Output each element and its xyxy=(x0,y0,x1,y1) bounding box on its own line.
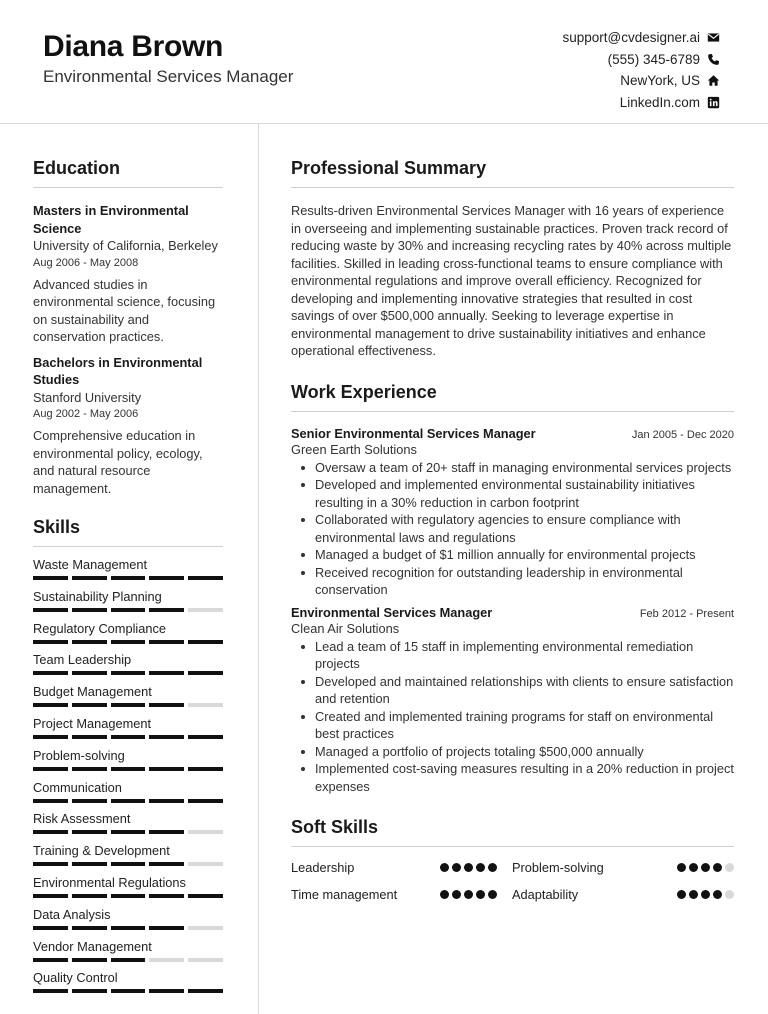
soft-skill-label: Adaptability xyxy=(512,886,579,902)
column-divider xyxy=(258,124,259,1014)
skill-level-segment xyxy=(33,735,68,739)
skill-level-segment xyxy=(111,671,146,675)
skill-item xyxy=(33,810,223,842)
skill-level-segment xyxy=(188,703,223,707)
envelope-icon xyxy=(707,31,720,44)
skill-level-segment xyxy=(33,671,68,675)
skill-level-bar xyxy=(33,894,223,898)
education-dates: Aug 2002 - May 2006 xyxy=(33,408,139,420)
skill-level-segment xyxy=(111,703,146,707)
skill-level-segment xyxy=(188,989,223,993)
rating-dot xyxy=(452,863,461,872)
skill-level-bar xyxy=(33,608,223,612)
contact-location-text: NewYork, US xyxy=(620,73,700,89)
left-column xyxy=(33,124,223,1001)
skill-level-segment xyxy=(188,894,223,898)
skill-item xyxy=(33,938,223,970)
skill-level-segment xyxy=(111,640,146,644)
skill-level-bar xyxy=(33,640,223,644)
skill-level-segment xyxy=(188,862,223,866)
skill-level-segment xyxy=(149,862,184,866)
contact-list xyxy=(562,27,720,113)
skill-level-segment xyxy=(72,576,107,580)
skill-level-segment xyxy=(111,894,146,898)
job-entry xyxy=(291,426,734,599)
skill-level-segment xyxy=(149,958,184,962)
job-bullet: Implemented cost-saving measures resulting in a 20% reduction in project expenses xyxy=(291,760,734,795)
soft-skill-label: Problem-solving xyxy=(512,859,604,875)
skill-level-segment xyxy=(111,576,146,580)
skill-level-segment xyxy=(188,830,223,834)
education-degree: Masters in Environmental Science xyxy=(33,203,189,236)
skill-level-segment xyxy=(111,989,146,993)
skill-label: Sustainability Planning xyxy=(33,588,162,604)
skill-level-segment xyxy=(72,862,107,866)
job-bullet: Developed and maintained relationships with clients to ensure satisfaction and retention xyxy=(291,673,734,708)
rating-dot xyxy=(689,863,698,872)
skill-item xyxy=(33,715,223,747)
rating-dot xyxy=(725,890,734,899)
skill-level-segment xyxy=(111,767,146,771)
skill-level-segment xyxy=(72,830,107,834)
skill-item xyxy=(33,906,223,938)
soft-skill-item xyxy=(291,885,512,903)
skill-level-segment xyxy=(188,958,223,962)
skill-level-segment xyxy=(149,926,184,930)
education-description: Advanced studies in environmental science, focusing on sustainability and conservation practices. xyxy=(33,276,216,344)
job-title: Environmental Services Manager xyxy=(291,604,493,620)
skill-level-segment xyxy=(149,767,184,771)
skill-level-segment xyxy=(72,958,107,962)
skill-level-bar xyxy=(33,830,223,834)
skill-level-bar xyxy=(33,767,223,771)
summary-heading: Professional Summary xyxy=(291,158,734,188)
skill-level-segment xyxy=(33,894,68,898)
phone-icon xyxy=(707,53,720,66)
skill-level-segment xyxy=(188,640,223,644)
skill-level-segment xyxy=(111,926,146,930)
skill-level-segment xyxy=(72,671,107,675)
contact-phone-text: (555) 345-6789 xyxy=(607,51,700,67)
education-degree: Bachelors in Environmental Studies xyxy=(33,354,203,387)
soft-skill-rating xyxy=(440,890,497,899)
skill-level-segment xyxy=(33,576,68,580)
skill-level-segment xyxy=(149,671,184,675)
skill-level-bar xyxy=(33,958,223,962)
education-item xyxy=(33,354,223,498)
job-bullet: Created and implemented training programs for staff on environmental best practices xyxy=(291,708,734,743)
rating-dot xyxy=(488,890,497,899)
skill-level-segment xyxy=(188,608,223,612)
soft-skills-list xyxy=(291,858,734,903)
skill-level-segment xyxy=(33,608,68,612)
skill-level-bar xyxy=(33,989,223,993)
job-bullet: Managed a budget of $1 million annually for environmental projects xyxy=(291,546,734,564)
skill-level-segment xyxy=(33,926,68,930)
job-bullet: Lead a team of 15 staff in implementing environmental remediation projects xyxy=(291,638,734,673)
skill-level-segment xyxy=(72,894,107,898)
skill-level-segment xyxy=(33,862,68,866)
skill-level-segment xyxy=(149,989,184,993)
education-dates: Aug 2006 - May 2008 xyxy=(33,256,139,269)
rating-dot xyxy=(677,890,686,899)
skills-heading: Skills xyxy=(33,517,223,547)
job-bullets xyxy=(291,638,734,796)
skill-level-segment xyxy=(149,703,184,707)
education-school: Stanford University xyxy=(33,389,142,405)
soft-skill-label: Time management xyxy=(291,886,398,902)
skill-level-segment xyxy=(149,799,184,803)
candidate-title: Environmental Services Manager xyxy=(43,67,294,86)
skill-label: Problem-solving xyxy=(33,747,125,763)
job-dates: Feb 2012 - Present xyxy=(639,607,734,620)
rating-dot xyxy=(677,863,686,872)
skill-level-segment xyxy=(72,735,107,739)
soft-skills-heading: Soft Skills xyxy=(291,817,734,847)
rating-dot xyxy=(452,890,461,899)
job-bullets xyxy=(291,459,734,599)
contact-linkedin-text: LinkedIn.com xyxy=(619,94,700,110)
job-company: Clean Air Solutions xyxy=(291,620,400,636)
skill-label: Training & Development xyxy=(33,843,170,859)
home-icon xyxy=(707,74,720,87)
skill-level-bar xyxy=(33,576,223,580)
rating-dot xyxy=(476,863,485,872)
skill-level-segment xyxy=(33,958,68,962)
skill-item xyxy=(33,683,223,715)
skill-level-segment xyxy=(33,640,68,644)
skill-level-segment xyxy=(149,608,184,612)
contact-location xyxy=(562,70,720,92)
linkedin-icon xyxy=(707,96,720,109)
skill-level-segment xyxy=(188,671,223,675)
skill-level-segment xyxy=(111,862,146,866)
skill-level-segment xyxy=(72,767,107,771)
skill-level-segment xyxy=(149,576,184,580)
skill-label: Waste Management xyxy=(33,557,148,572)
rating-dot xyxy=(464,863,473,872)
skill-item xyxy=(33,588,223,620)
soft-skill-rating xyxy=(677,890,734,899)
soft-skill-item xyxy=(291,858,512,876)
rating-dot xyxy=(701,890,710,899)
skills-list xyxy=(33,556,223,1001)
skill-item xyxy=(33,779,223,811)
skill-level-segment xyxy=(33,767,68,771)
skill-level-bar xyxy=(33,862,223,866)
job-bullet: Managed a portfolio of projects totaling $500,000 annually xyxy=(291,743,734,761)
skill-level-segment xyxy=(33,830,68,834)
contact-linkedin[interactable] xyxy=(562,92,720,114)
skill-item xyxy=(33,620,223,652)
soft-skill-rating xyxy=(440,863,497,872)
rating-dot xyxy=(440,890,449,899)
contact-email-text: support@cvdesigner.ai xyxy=(562,30,700,46)
skill-level-segment xyxy=(33,703,68,707)
job-bullet: Oversaw a team of 20+ staff in managing environmental services projects xyxy=(291,459,734,477)
skill-label: Data Analysis xyxy=(33,906,111,922)
job-title: Senior Environmental Services Manager xyxy=(291,425,536,441)
job-bullet: Developed and implemented environmental sustainability initiatives resulting in a 30% reduction in carbon footprint xyxy=(291,476,734,511)
skill-label: Budget Management xyxy=(33,684,152,700)
education-item xyxy=(33,202,223,346)
experience-heading: Work Experience xyxy=(291,382,734,412)
skill-level-segment xyxy=(149,830,184,834)
skill-level-segment xyxy=(149,735,184,739)
job-dates: Jan 2005 - Dec 2020 xyxy=(631,428,734,441)
skill-level-segment xyxy=(72,640,107,644)
skill-level-segment xyxy=(33,799,68,803)
skill-label: Environmental Regulations xyxy=(33,874,186,890)
skill-label: Vendor Management xyxy=(33,938,152,954)
skill-level-segment xyxy=(72,608,107,612)
soft-skill-item xyxy=(512,858,734,876)
contact-email[interactable] xyxy=(562,27,720,49)
skill-level-segment xyxy=(188,735,223,739)
skill-label: Regulatory Compliance xyxy=(33,620,167,636)
skill-level-segment xyxy=(188,576,223,580)
skill-level-bar xyxy=(33,735,223,739)
skill-item xyxy=(33,651,223,683)
skill-level-segment xyxy=(188,767,223,771)
rating-dot xyxy=(488,863,497,872)
skill-level-segment xyxy=(188,799,223,803)
skill-item xyxy=(33,842,223,874)
education-school: University of California, Berkeley xyxy=(33,238,218,253)
skill-item xyxy=(33,969,223,1001)
right-column xyxy=(291,124,734,903)
rating-dot xyxy=(689,890,698,899)
job-company: Green Earth Solutions xyxy=(291,441,417,457)
skill-level-bar xyxy=(33,799,223,803)
job-bullet: Received recognition for outstanding leadership in environmental conservation xyxy=(291,564,734,599)
rating-dot xyxy=(440,863,449,872)
resume-header xyxy=(0,0,768,124)
skill-level-segment xyxy=(111,830,146,834)
skill-level-segment xyxy=(111,608,146,612)
job-bullet: Collaborated with regulatory agencies to ensure compliance with environmental laws and regulations xyxy=(291,511,734,546)
skill-level-segment xyxy=(111,958,146,962)
skill-level-segment xyxy=(72,703,107,707)
contact-phone[interactable] xyxy=(562,49,720,71)
rating-dot xyxy=(725,863,734,872)
skill-label: Project Management xyxy=(33,715,152,731)
skill-level-bar xyxy=(33,671,223,675)
skill-level-segment xyxy=(33,989,68,993)
rating-dot xyxy=(701,863,710,872)
soft-skill-label: Leadership xyxy=(291,859,355,875)
skill-label: Quality Control xyxy=(33,970,118,986)
skill-item xyxy=(33,747,223,779)
skill-level-segment xyxy=(149,894,184,898)
education-description: Comprehensive education in environmental policy, ecology, and natural resource management. xyxy=(33,428,203,496)
rating-dot xyxy=(713,863,722,872)
skill-level-segment xyxy=(72,799,107,803)
skill-level-segment xyxy=(72,926,107,930)
skill-level-bar xyxy=(33,926,223,930)
skill-label: Team Leadership xyxy=(33,652,132,668)
soft-skill-item xyxy=(512,885,734,903)
skill-level-segment xyxy=(188,926,223,930)
skill-label: Risk Assessment xyxy=(33,811,131,827)
skill-item xyxy=(33,874,223,906)
job-entry xyxy=(291,605,734,796)
skill-label: Communication xyxy=(33,779,122,795)
skill-level-segment xyxy=(72,989,107,993)
skill-level-segment xyxy=(149,640,184,644)
soft-skill-rating xyxy=(677,863,734,872)
skill-item xyxy=(33,556,223,588)
skill-level-segment xyxy=(111,735,146,739)
skill-level-bar xyxy=(33,703,223,707)
candidate-name: Diana Brown xyxy=(43,30,224,63)
education-heading: Education xyxy=(33,158,223,188)
rating-dot xyxy=(476,890,485,899)
summary-text: Results-driven Environmental Services Manager with 16 years of experience in overseeing and implementing sustainable practices. Proven track record of reducing waste by 30% and increasing recycling rates by 40% across multiple facilities. Skilled in leading cross-functional teams to ensure compliance with environmental regulations and improve overall efficiency. Recognized for developing and implementing innovative strategies that resulted in cost savings of over $500,000 annually. Seeking to leverage expertise in environmental management to drive sustainability initiatives and enhance operational effectiveness. xyxy=(291,203,732,358)
rating-dot xyxy=(713,890,722,899)
skill-level-segment xyxy=(111,799,146,803)
rating-dot xyxy=(464,890,473,899)
